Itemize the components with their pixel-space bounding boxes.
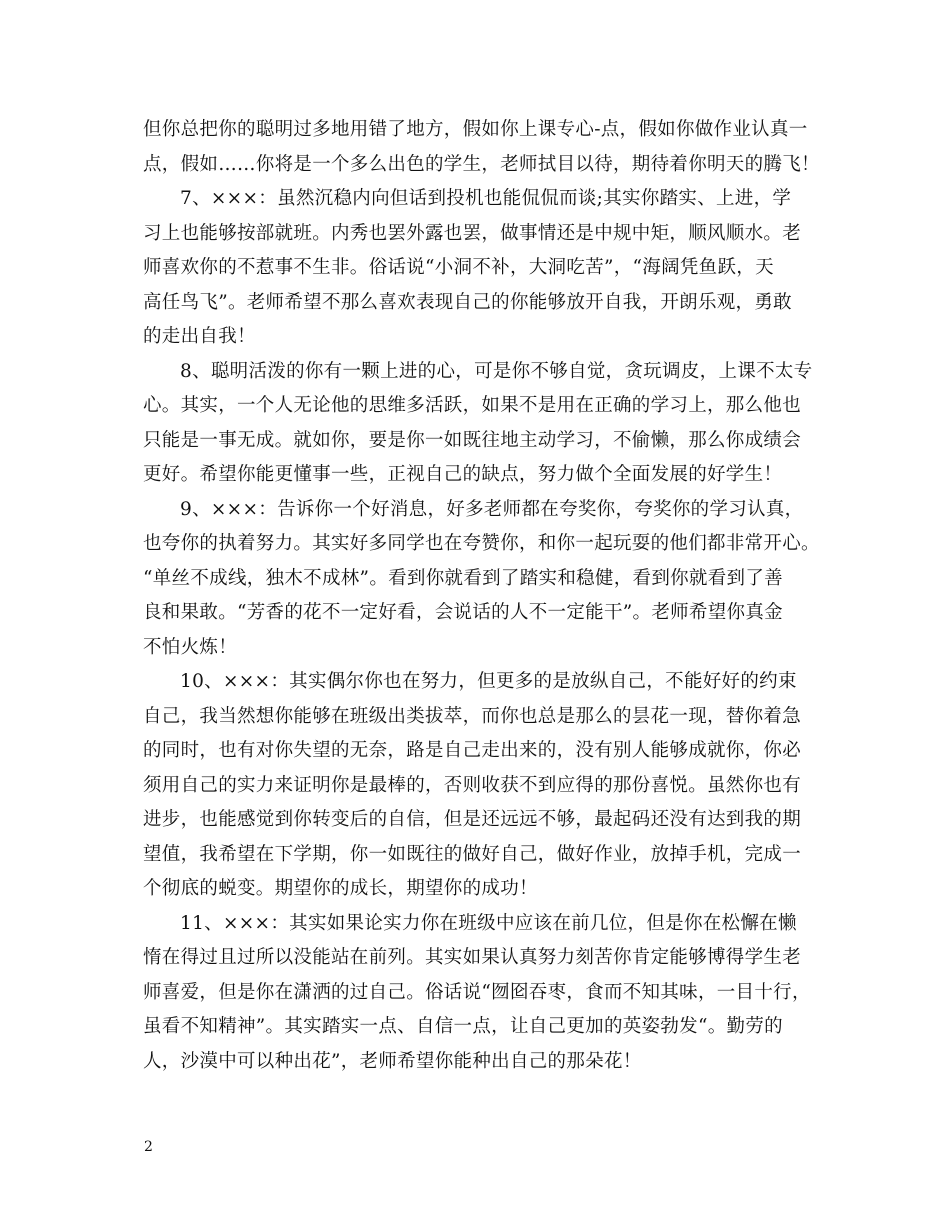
line-text: 7、×××：虽然沉稳内向但话到投机也能侃侃而谈;其实你踏实、上进，学 [180,188,792,209]
line-text: 虽看不知精神”。其实踏实一点、自信一点，让自己更加的英姿勃发“。勤劳的 [143,1016,783,1037]
line-text: 的走出自我！ [143,326,256,347]
line-text: 习上也能够按部就班。内秀也罢外露也罢，做事情还是中规中矩，顺风顺水。老 [143,222,802,244]
line-text: 8、聪明活泼的你有一颗上进的心，可是你不够自觉，贪玩调皮，上课不太专 [180,360,813,382]
line-text: 更好。希望你能更懂事一些，正视自己的缺点，努力做个全面发展的好学生！ [143,464,783,485]
line-text: 高任鸟飞”。老师希望不那么喜欢表现自己的你能够放开自我，开朗乐观，勇敢 [143,291,792,313]
line-text: 惰在得过且过所以没能站在前列。其实如果认真努力刻苦你肯定能够博得学生老 [143,947,802,968]
line-text: 进步，也能感觉到你转变后的自信，但是还远远不够，最起码还没有达到我的期 [143,809,802,830]
line-text: 也夸你的执着努力。其实好多同学也在夸赞你，和你一起玩耍的他们都非常开心。 [143,533,820,554]
line-text: 不怕火炼！ [143,636,238,658]
line-text: 须用自己的实力来证明你是最棒的，否则收获不到应得的那份喜悦。虽然你也有 [143,774,802,796]
line-text: 师喜爱，但是你在潇洒的过自己。俗话说“囫囵吞枣，食而不知其味，一目十行， [143,981,811,1003]
line-text: 的同时，也有对你失望的无奈，路是自己走出来的，没有别人能够成就你，你必 [143,740,802,761]
line-text: 心。其实，一个人无论他的思维多活跃，如果不是用在正确的学习上，那么他也 [143,395,802,416]
page-number: 2 [144,1139,153,1155]
line-text: 9、×××：告诉你一个好消息，好多老师都在夸奖你，夸奖你的学习认真， [180,498,804,520]
line-text: 10、×××：其实偶尔你也在努力，但更多的是放纵自己，不能好好的约束 [180,671,797,692]
text-line [0,1042,950,1082]
line-text: 自己，我当然想你能够在班级出类拔萃，而你也总是那么的昙花一现，替你着急 [143,705,802,727]
line-text: 师喜欢你的不惹事不生非。俗话说“小洞不补，大洞吃苦”，“海阔凭鱼跃，天 [143,257,774,278]
line-text: 但你总把你的聪明过多地用错了地方，假如你上课专心-点，假如你做作业认真一 [143,119,808,140]
line-text: 11、×××：其实如果论实力你在班级中应该在前几位，但是你在松懈在懒 [180,912,797,934]
line-text: 只能是一事无成。就如你，要是你一如既往地主动学习，不偷懒，那么你成绩会 [143,429,802,451]
line-text: 点，假如……你将是一个多么出色的学生，老师拭目以待，期待着你明天的腾飞！ [143,153,820,175]
line-text: 良和果敢。“芳香的花不一定好看，会说话的人不一定能干”。老师希望你真金 [143,602,783,623]
line-text: 人，沙漠中可以种出花”，老师希望你能种出自己的那朵花！ [143,1050,642,1072]
line-text: 个彻底的蜕变。期望你的成长，期望你的成功！ [143,878,538,899]
line-text: “单丝不成线，独木不成林”。看到你就看到了踏实和稳健，看到你就看到了善 [143,567,783,589]
line-text: 望值，我希望在下学期，你一如既往的做好自己，做好作业，放掉手机，完成一 [143,843,802,865]
